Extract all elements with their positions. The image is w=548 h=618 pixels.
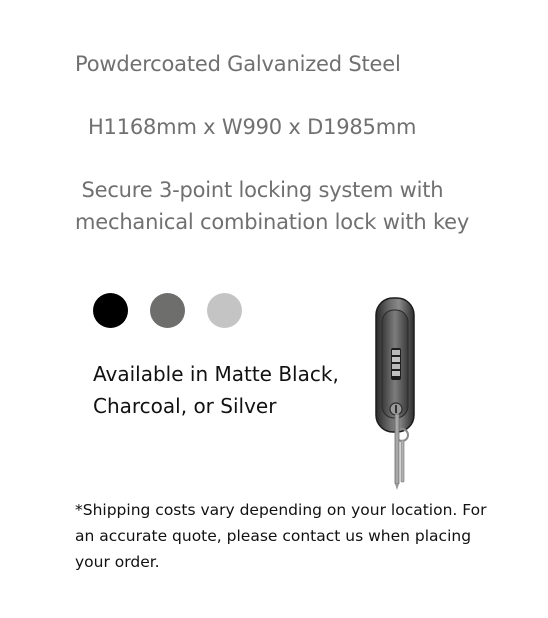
swatch-matte-black <box>93 293 128 328</box>
swatch-silver <box>207 293 242 328</box>
material-spec: Powdercoated Galvanized Steel <box>75 52 401 76</box>
color-availability-text: Available in Matte Black, Charcoal, or Silver <box>93 362 339 418</box>
dimensions-spec: H1168mm x W990 x D1985mm <box>75 115 417 139</box>
swatch-charcoal <box>150 293 185 328</box>
combination-lock-icon <box>372 296 420 492</box>
shipping-note: *Shipping costs vary depending on your location. For an accurate quote, please contact us when placing your order. <box>75 501 487 571</box>
locking-system-spec: Secure 3-point locking system with mechanical combination lock with key <box>75 178 470 234</box>
